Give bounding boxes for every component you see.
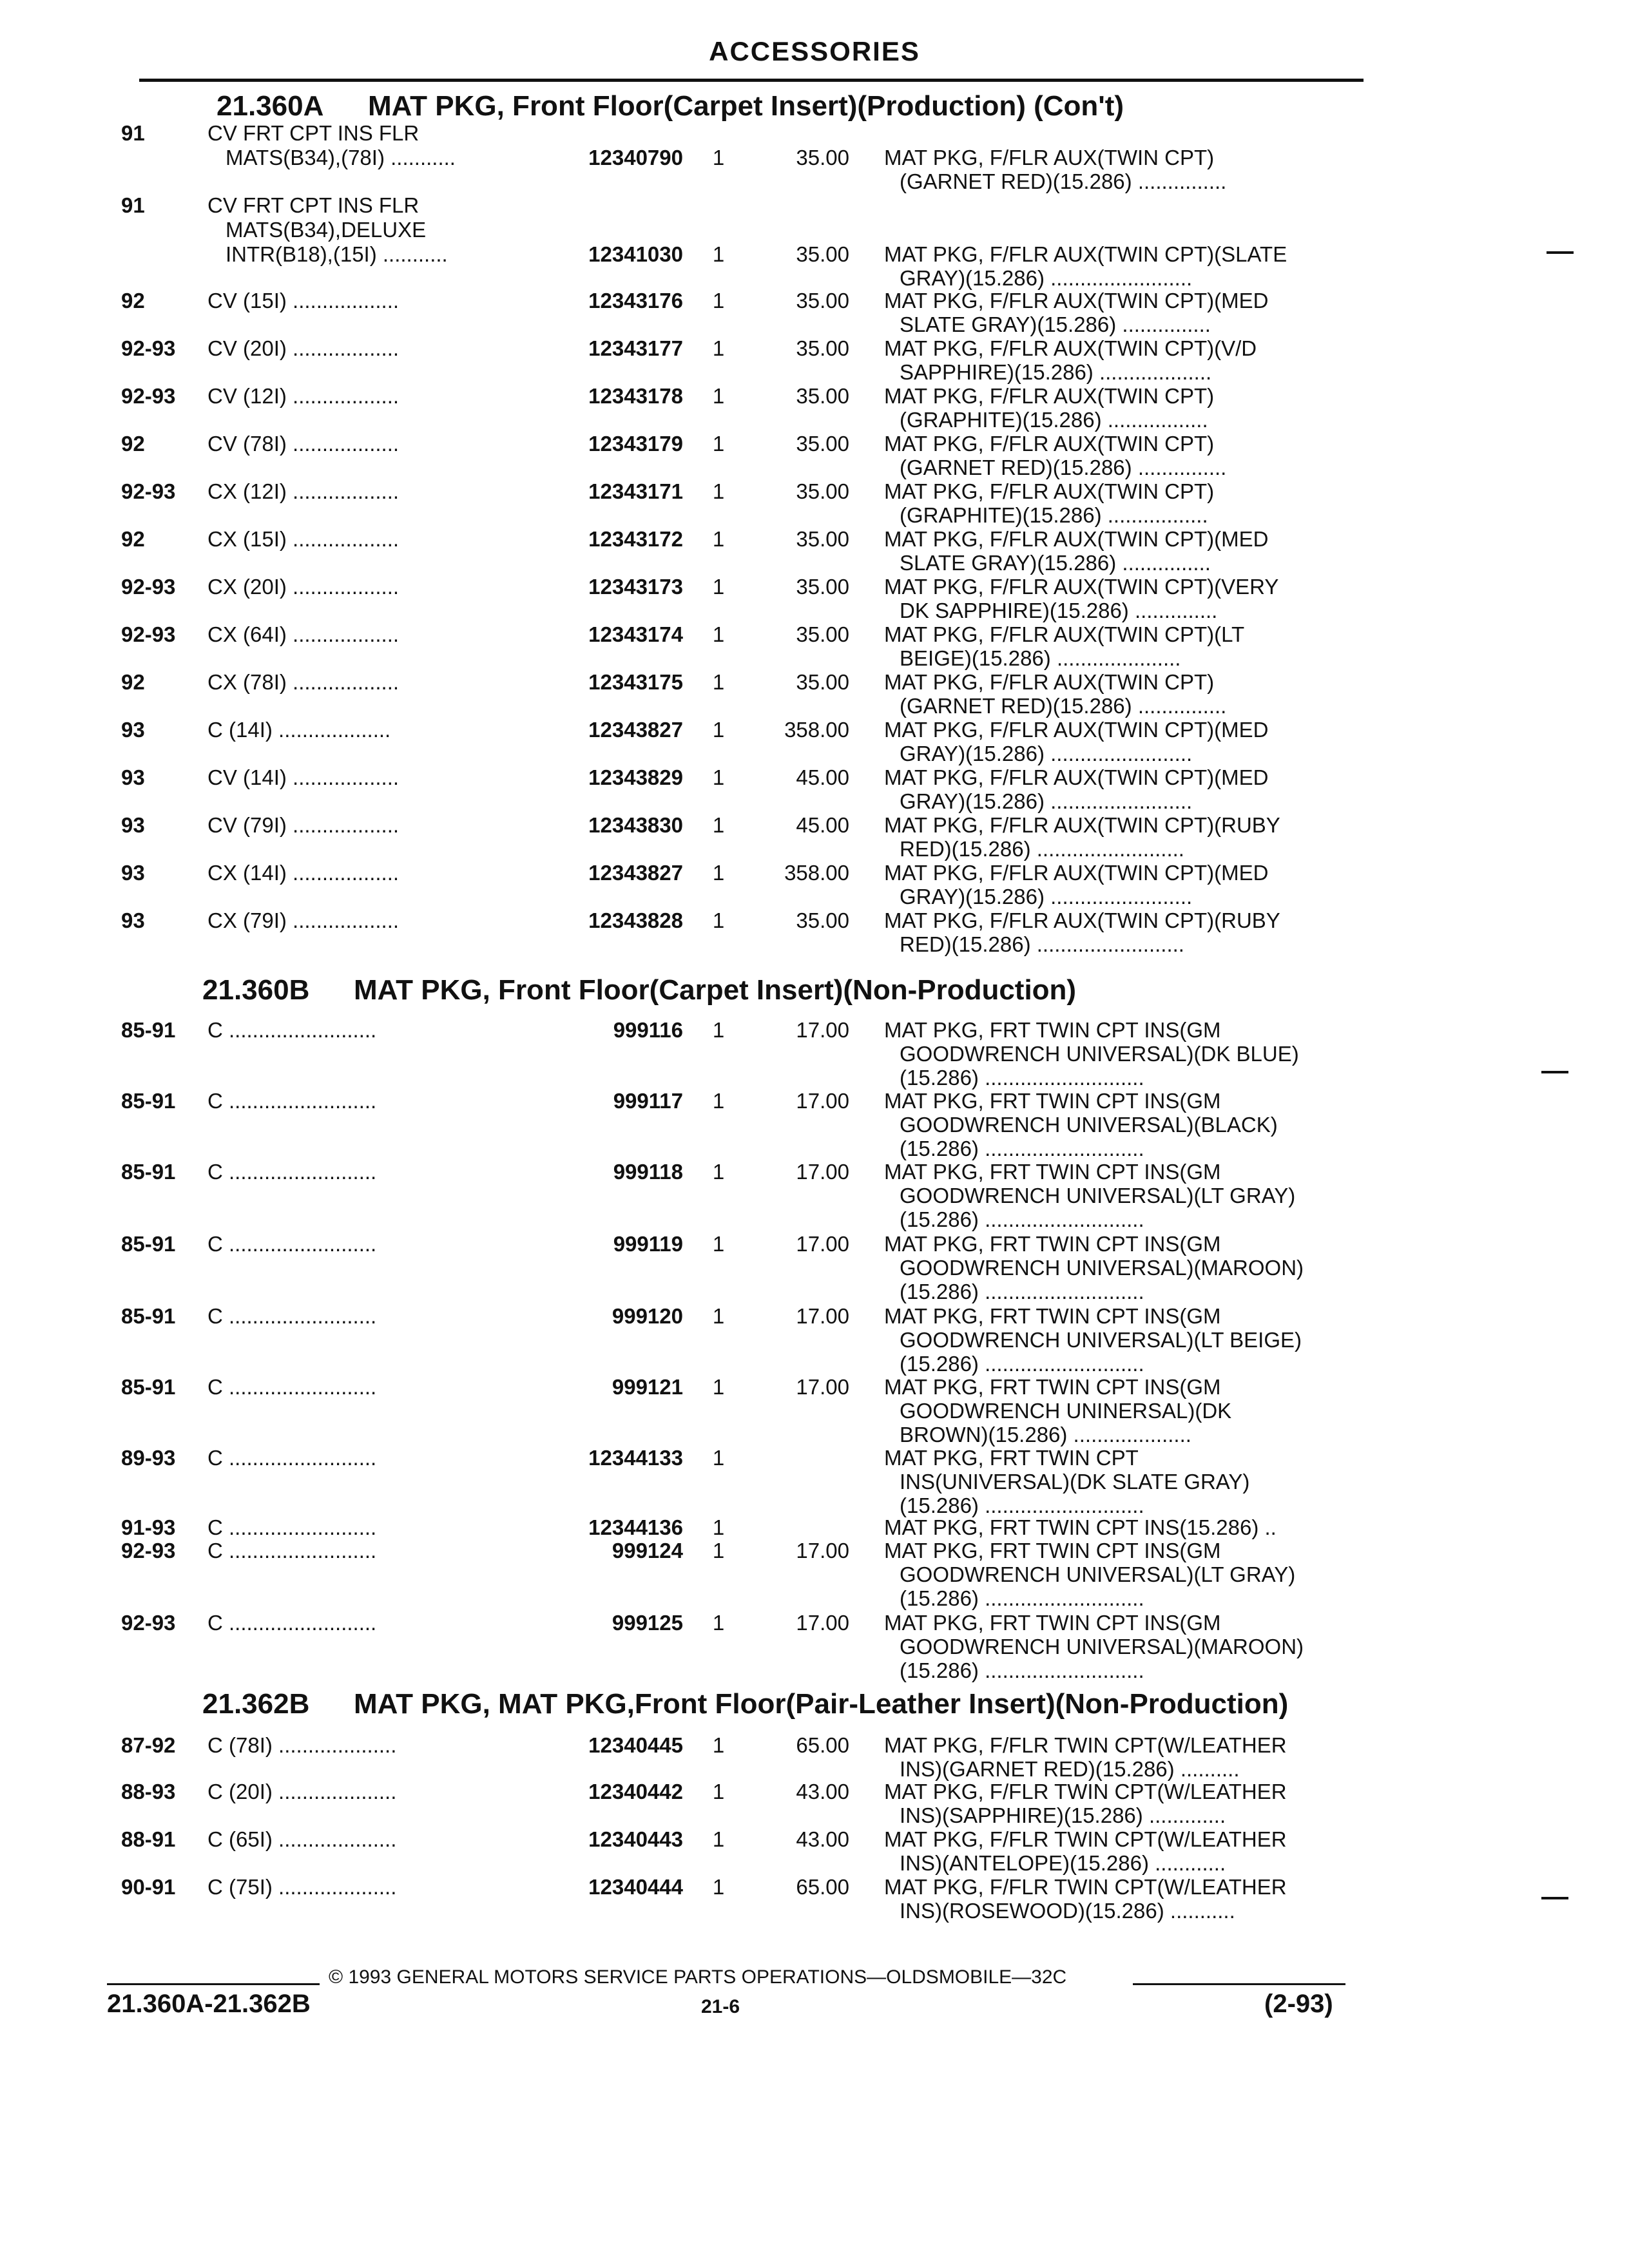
description-line: RED)(15.286) ......................... [900, 932, 1184, 956]
description-line: MAT PKG, F/FLR TWIN CPT(W/LEATHER [884, 1827, 1287, 1851]
price: 45.00 [796, 813, 849, 837]
description-line: INS)(GARNET RED)(15.286) .......... [900, 1757, 1240, 1781]
part-description [884, 1375, 1231, 1446]
model-year: 93 [121, 765, 145, 789]
description-line: BROWN)(15.286) .................... [900, 1423, 1191, 1446]
part-number: 12343829 [588, 765, 683, 789]
model-description: MATS(B34),DELUXE [226, 218, 427, 242]
model-description: C ......................... [207, 1611, 377, 1635]
parts-row [0, 527, 1629, 575]
description-line: GOODWRENCH UNIVERSAL)(LT GRAY) [900, 1184, 1296, 1207]
parts-row [0, 622, 1629, 670]
description-line: MAT PKG, F/FLR AUX(TWIN CPT) [884, 670, 1215, 694]
part-number: 12343178 [588, 384, 683, 408]
quantity: 1 [712, 527, 725, 551]
description-line: (GARNET RED)(15.286) ............... [900, 169, 1227, 193]
price: 65.00 [796, 1875, 849, 1899]
section-number: 21.360B [202, 974, 310, 1006]
part-description [884, 1515, 1277, 1539]
description-line: (15.286) ........................... [900, 1352, 1144, 1376]
part-description [884, 670, 1226, 718]
quantity: 1 [712, 242, 725, 266]
model-year: 93 [121, 908, 145, 932]
price: 17.00 [796, 1611, 849, 1635]
model-year: 91-93 [121, 1515, 176, 1539]
price: 43.00 [796, 1827, 849, 1851]
part-description [884, 336, 1257, 384]
description-line: GRAY)(15.286) ........................ [900, 742, 1193, 765]
part-description [884, 765, 1268, 813]
model-year: 92-93 [121, 479, 176, 503]
part-number: 12343175 [588, 670, 683, 694]
price: 35.00 [796, 384, 849, 408]
parts-row [0, 575, 1629, 622]
part-number: 12343173 [588, 575, 683, 599]
model-description: CX (79I) .................. [207, 908, 400, 932]
part-description [884, 622, 1244, 670]
section-heading [202, 1688, 1288, 1720]
part-description [884, 384, 1214, 432]
description-line: INS)(ANTELOPE)(15.286) ............ [900, 1851, 1226, 1875]
model-year: 92-93 [121, 336, 176, 360]
model-description: C ......................... [207, 1446, 377, 1470]
description-line: GOODWRENCH UNIVERSAL)(MAROON) [900, 1635, 1304, 1658]
description-line: MAT PKG, F/FLR AUX(TWIN CPT)(V/D [884, 336, 1257, 360]
part-description [884, 1611, 1304, 1682]
price: 43.00 [796, 1780, 849, 1803]
part-number: 999120 [612, 1304, 683, 1328]
parts-row [0, 718, 1629, 765]
model-description: CX (14I) .................. [207, 861, 400, 885]
part-description [884, 242, 1287, 290]
description-line: MAT PKG, FRT TWIN CPT INS(GM [884, 1539, 1221, 1562]
model-year: 92 [121, 432, 145, 456]
part-number: 12344136 [588, 1515, 683, 1539]
model-year: 92 [121, 670, 145, 694]
section-title: MAT PKG, MAT PKG,Front Floor(Pair-Leather Insert)(Non-Production) [354, 1688, 1289, 1720]
description-line: MAT PKG, F/FLR TWIN CPT(W/LEATHER [884, 1780, 1287, 1803]
description-line: MAT PKG, F/FLR AUX(TWIN CPT)(RUBY [884, 813, 1280, 837]
parts-row [0, 336, 1629, 384]
part-description [884, 1232, 1304, 1303]
price: 17.00 [796, 1304, 849, 1328]
parts-row [0, 121, 1629, 193]
description-line: (15.286) ........................... [900, 1207, 1144, 1231]
quantity: 1 [712, 1875, 725, 1899]
model-description: CV (15I) .................. [207, 289, 400, 312]
model-description: CX (78I) .................. [207, 670, 400, 694]
part-description [884, 146, 1226, 193]
quantity: 1 [712, 1539, 725, 1562]
price: 35.00 [796, 479, 849, 503]
quantity: 1 [712, 1089, 725, 1113]
page-header-title: ACCESSORIES [709, 36, 920, 66]
description-line: MAT PKG, FRT TWIN CPT INS(GM [884, 1375, 1221, 1399]
description-line: MAT PKG, FRT TWIN CPT INS(15.286) .. [884, 1515, 1277, 1539]
parts-row [0, 432, 1629, 479]
description-line: GOODWRENCH UNINERSAL)(DK [900, 1399, 1232, 1423]
price: 35.00 [796, 527, 849, 551]
description-line: MAT PKG, F/FLR AUX(TWIN CPT) [884, 146, 1215, 169]
quantity: 1 [712, 1515, 725, 1539]
description-line: MAT PKG, F/FLR AUX(TWIN CPT)(MED [884, 718, 1269, 742]
description-line: MAT PKG, F/FLR AUX(TWIN CPT)(VERY [884, 575, 1279, 599]
parts-row [0, 1515, 1629, 1540]
parts-row [0, 765, 1629, 813]
description-line: MAT PKG, F/FLR AUX(TWIN CPT) [884, 432, 1215, 456]
description-line: MAT PKG, F/FLR AUX(TWIN CPT)(MED [884, 527, 1269, 551]
model-year: 85-91 [121, 1375, 176, 1399]
model-year: 92-93 [121, 575, 176, 599]
description-line: GRAY)(15.286) ........................ [900, 885, 1193, 908]
description-line: GOODWRENCH UNIVERSAL)(DK BLUE) [900, 1042, 1299, 1066]
quantity: 1 [712, 1304, 725, 1328]
parts-row [0, 1780, 1629, 1827]
model-description: C ......................... [207, 1160, 377, 1184]
model-description: MATS(B34),(78I) ........... [226, 146, 456, 169]
description-line: SLATE GRAY)(15.286) ............... [900, 551, 1211, 575]
model-year: 85-91 [121, 1232, 176, 1256]
model-description: CV (20I) .................. [207, 336, 400, 360]
parts-row [0, 193, 1629, 290]
description-line: MAT PKG, F/FLR AUX(TWIN CPT) [884, 384, 1215, 408]
description-line: SLATE GRAY)(15.286) ............... [900, 312, 1211, 336]
description-line: (15.286) ........................... [900, 1280, 1144, 1303]
price: 35.00 [796, 336, 849, 360]
model-description: C (78I) .................... [207, 1733, 397, 1757]
description-line: MAT PKG, F/FLR AUX(TWIN CPT)(SLATE [884, 242, 1287, 266]
model-description: C ......................... [207, 1375, 377, 1399]
price: 35.00 [796, 242, 849, 266]
parts-row [0, 479, 1629, 527]
part-description [884, 432, 1226, 479]
model-year: 92-93 [121, 1611, 176, 1635]
quantity: 1 [712, 1160, 725, 1184]
model-description: INTR(B18),(15I) ........... [226, 242, 448, 266]
quantity: 1 [712, 1446, 725, 1470]
part-number: 12343174 [588, 622, 683, 646]
description-line: MAT PKG, F/FLR AUX(TWIN CPT)(RUBY [884, 908, 1280, 932]
quantity: 1 [712, 1827, 725, 1851]
model-year: 88-93 [121, 1780, 176, 1803]
model-year: 91 [121, 121, 145, 145]
part-description [884, 1827, 1287, 1875]
price: 17.00 [796, 1539, 849, 1562]
description-line: GOODWRENCH UNIVERSAL)(LT GRAY) [900, 1562, 1296, 1586]
parts-row [0, 670, 1629, 718]
model-year: 90-91 [121, 1875, 176, 1899]
model-description: CV FRT CPT INS FLR [207, 121, 419, 145]
quantity: 1 [712, 1375, 725, 1399]
footer-rule-left [107, 1983, 320, 1985]
description-line: RED)(15.286) ......................... [900, 837, 1184, 861]
part-description [884, 718, 1268, 765]
part-number: 12343179 [588, 432, 683, 456]
model-description: C ......................... [207, 1089, 377, 1113]
part-number: 12344133 [588, 1446, 683, 1470]
description-line: MAT PKG, F/FLR TWIN CPT(W/LEATHER [884, 1733, 1287, 1757]
model-year: 89-93 [121, 1446, 176, 1470]
model-description: C ......................... [207, 1232, 377, 1256]
part-description [884, 479, 1214, 527]
price: 17.00 [796, 1160, 849, 1184]
part-number: 12343827 [588, 718, 683, 742]
quantity: 1 [712, 1018, 725, 1042]
part-description [884, 1160, 1295, 1231]
model-year: 85-91 [121, 1018, 176, 1042]
model-description: CX (64I) .................. [207, 622, 400, 646]
model-year: 93 [121, 861, 145, 885]
quantity: 1 [712, 146, 725, 169]
price: 35.00 [796, 670, 849, 694]
part-number: 12343176 [588, 289, 683, 312]
parts-row [0, 1733, 1629, 1781]
quantity: 1 [712, 1232, 725, 1256]
model-description: C ......................... [207, 1018, 377, 1042]
header-rule [139, 79, 1364, 82]
part-number: 999119 [613, 1232, 683, 1256]
margin-mark [1541, 1897, 1568, 1899]
quantity: 1 [712, 765, 725, 789]
description-line: SAPPHIRE)(15.286) ................... [900, 360, 1212, 384]
quantity: 1 [712, 1733, 725, 1757]
part-number: 12340442 [588, 1780, 683, 1803]
part-description [884, 1733, 1287, 1781]
model-description: CV (79I) .................. [207, 813, 400, 837]
model-year: 85-91 [121, 1089, 176, 1113]
quantity: 1 [712, 384, 725, 408]
description-line: MAT PKG, F/FLR TWIN CPT(W/LEATHER [884, 1875, 1287, 1899]
parts-row [0, 1446, 1629, 1517]
part-description [884, 1780, 1287, 1827]
parts-row [0, 1875, 1629, 1923]
part-description [884, 1875, 1287, 1923]
description-line: (GARNET RED)(15.286) ............... [900, 456, 1227, 479]
part-description [884, 289, 1268, 336]
description-line: (15.286) ........................... [900, 1658, 1144, 1682]
quantity: 1 [712, 908, 725, 932]
quantity: 1 [712, 432, 725, 456]
model-year: 85-91 [121, 1160, 176, 1184]
quantity: 1 [712, 336, 725, 360]
part-number: 12343828 [588, 908, 683, 932]
price: 358.00 [784, 861, 849, 885]
parts-row [0, 1089, 1629, 1160]
model-year: 88-91 [121, 1827, 176, 1851]
part-number: 999121 [612, 1375, 683, 1399]
part-number: 12340443 [588, 1827, 683, 1851]
part-number: 12343177 [588, 336, 683, 360]
model-year: 93 [121, 813, 145, 837]
description-line: INS)(ROSEWOOD)(15.286) ........... [900, 1899, 1235, 1923]
model-year: 92 [121, 527, 145, 551]
quantity: 1 [712, 289, 725, 312]
part-description [884, 813, 1280, 861]
description-line: GOODWRENCH UNIVERSAL)(BLACK) [900, 1113, 1278, 1137]
parts-row [0, 289, 1629, 336]
section-number: 21.360A [217, 90, 324, 122]
quantity: 1 [712, 1780, 725, 1803]
description-line: MAT PKG, F/FLR AUX(TWIN CPT)(MED [884, 861, 1269, 885]
quantity: 1 [712, 718, 725, 742]
model-description: CV FRT CPT INS FLR [207, 193, 419, 217]
margin-mark [1541, 1071, 1568, 1073]
model-description: CX (15I) .................. [207, 527, 400, 551]
parts-row [0, 861, 1629, 908]
model-year: 85-91 [121, 1304, 176, 1328]
description-line: MAT PKG, FRT TWIN CPT INS(GM [884, 1160, 1221, 1184]
quantity: 1 [712, 1611, 725, 1635]
parts-row [0, 1611, 1629, 1682]
part-number: 12343827 [588, 861, 683, 885]
description-line: MAT PKG, F/FLR AUX(TWIN CPT) [884, 479, 1215, 503]
model-year: 92-93 [121, 1539, 176, 1562]
parts-row [0, 908, 1629, 956]
model-description: CX (20I) .................. [207, 575, 400, 599]
description-line: (GARNET RED)(15.286) ............... [900, 694, 1227, 718]
section-heading [217, 90, 1124, 122]
part-description [884, 527, 1268, 575]
part-description [884, 1018, 1299, 1090]
section-title: MAT PKG, Front Floor(Carpet Insert)(Production) (Con't) [368, 90, 1124, 122]
parts-row [0, 1304, 1629, 1376]
model-year: 92-93 [121, 384, 176, 408]
parts-row [0, 813, 1629, 861]
description-line: MAT PKG, FRT TWIN CPT INS(GM [884, 1018, 1221, 1042]
price: 45.00 [796, 765, 849, 789]
quantity: 1 [712, 861, 725, 885]
parts-row [0, 1018, 1629, 1090]
part-description [884, 1539, 1295, 1610]
price: 35.00 [796, 146, 849, 169]
model-year: 93 [121, 718, 145, 742]
footer-date: (2-93) [1264, 1990, 1333, 2018]
price: 35.00 [796, 908, 849, 932]
model-description: C (14I) ................... [207, 718, 391, 742]
model-description: C (75I) .................... [207, 1875, 397, 1899]
price: 17.00 [796, 1018, 849, 1042]
price: 35.00 [796, 432, 849, 456]
description-line: GRAY)(15.286) ........................ [900, 789, 1193, 813]
description-line: GRAY)(15.286) ........................ [900, 266, 1193, 290]
quantity: 1 [712, 479, 725, 503]
part-description [884, 1446, 1249, 1517]
part-number: 999118 [613, 1160, 683, 1184]
description-line: MAT PKG, F/FLR AUX(TWIN CPT)(LT [884, 622, 1245, 646]
footer-page-number: 21-6 [701, 1996, 740, 2017]
model-description: CV (12I) .................. [207, 384, 400, 408]
quantity: 1 [712, 670, 725, 694]
description-line: GOODWRENCH UNIVERSAL)(LT BEIGE) [900, 1328, 1302, 1352]
price: 17.00 [796, 1089, 849, 1113]
description-line: (GRAPHITE)(15.286) ................. [900, 408, 1208, 432]
part-number: 12340444 [588, 1875, 683, 1899]
part-number: 12343171 [588, 479, 683, 503]
model-description: C ......................... [207, 1515, 377, 1539]
parts-row [0, 384, 1629, 432]
description-line: GOODWRENCH UNIVERSAL)(MAROON) [900, 1256, 1304, 1280]
price: 358.00 [784, 718, 849, 742]
price: 35.00 [796, 289, 849, 312]
model-description: CV (14I) .................. [207, 765, 400, 789]
part-number: 12340790 [588, 146, 683, 169]
description-line: MAT PKG, F/FLR AUX(TWIN CPT)(MED [884, 289, 1269, 312]
description-line: INS)(SAPPHIRE)(15.286) ............. [900, 1803, 1226, 1827]
part-description [884, 908, 1280, 956]
price: 17.00 [796, 1375, 849, 1399]
model-year: 91 [121, 193, 145, 217]
parts-row [0, 1232, 1629, 1303]
description-line: (15.286) ........................... [900, 1494, 1144, 1517]
description-line: INS(UNIVERSAL)(DK SLATE GRAY) [900, 1470, 1250, 1494]
description-line: DK SAPPHIRE)(15.286) .............. [900, 599, 1218, 622]
parts-row [0, 1827, 1629, 1875]
part-description [884, 575, 1278, 622]
part-number: 999117 [613, 1089, 683, 1113]
price: 35.00 [796, 622, 849, 646]
description-line: BEIGE)(15.286) ..................... [900, 646, 1181, 670]
part-description [884, 1304, 1302, 1376]
description-line: MAT PKG, FRT TWIN CPT INS(GM [884, 1232, 1221, 1256]
part-description [884, 1089, 1278, 1160]
part-number: 12340445 [588, 1733, 683, 1757]
model-year: 92-93 [121, 622, 176, 646]
part-number: 999116 [613, 1018, 683, 1042]
quantity: 1 [712, 575, 725, 599]
model-description: C (20I) .................... [207, 1780, 397, 1803]
description-line: (15.286) ........................... [900, 1137, 1144, 1160]
model-description: C ......................... [207, 1539, 377, 1562]
section-number: 21.362B [202, 1688, 310, 1720]
model-description: C (65I) .................... [207, 1827, 397, 1851]
parts-row [0, 1375, 1629, 1446]
price: 35.00 [796, 575, 849, 599]
description-line: MAT PKG, FRT TWIN CPT INS(GM [884, 1089, 1221, 1113]
footer-copyright: © 1993 GENERAL MOTORS SERVICE PARTS OPERATIONS—OLDSMOBILE—32C [329, 1966, 1067, 1988]
quantity: 1 [712, 622, 725, 646]
part-number: 12343830 [588, 813, 683, 837]
description-line: MAT PKG, FRT TWIN CPT INS(GM [884, 1611, 1221, 1635]
footer-rule-right [1133, 1983, 1345, 1985]
part-number: 12341030 [588, 242, 683, 266]
model-year: 87-92 [121, 1733, 176, 1757]
description-line: MAT PKG, F/FLR AUX(TWIN CPT)(MED [884, 765, 1269, 789]
section-heading [202, 974, 1076, 1006]
footer-range: 21.360A-21.362B [107, 1990, 311, 2018]
quantity: 1 [712, 813, 725, 837]
model-description: CX (12I) .................. [207, 479, 400, 503]
price: 65.00 [796, 1733, 849, 1757]
model-description: C ......................... [207, 1304, 377, 1328]
description-line: (15.286) ........................... [900, 1066, 1144, 1090]
description-line: MAT PKG, FRT TWIN CPT INS(GM [884, 1304, 1221, 1328]
part-number: 12343172 [588, 527, 683, 551]
part-number: 999125 [612, 1611, 683, 1635]
section-title: MAT PKG, Front Floor(Carpet Insert)(Non-Production) [354, 974, 1077, 1006]
description-line: MAT PKG, FRT TWIN CPT [884, 1446, 1139, 1470]
model-year: 92 [121, 289, 145, 312]
parts-row [0, 1539, 1629, 1610]
model-description: CV (78I) .................. [207, 432, 400, 456]
description-line: (15.286) ........................... [900, 1586, 1144, 1610]
price: 17.00 [796, 1232, 849, 1256]
parts-row [0, 1160, 1629, 1231]
part-description [884, 861, 1268, 908]
description-line: (GRAPHITE)(15.286) ................. [900, 503, 1208, 527]
margin-mark [1547, 251, 1574, 254]
part-number: 999124 [612, 1539, 683, 1562]
